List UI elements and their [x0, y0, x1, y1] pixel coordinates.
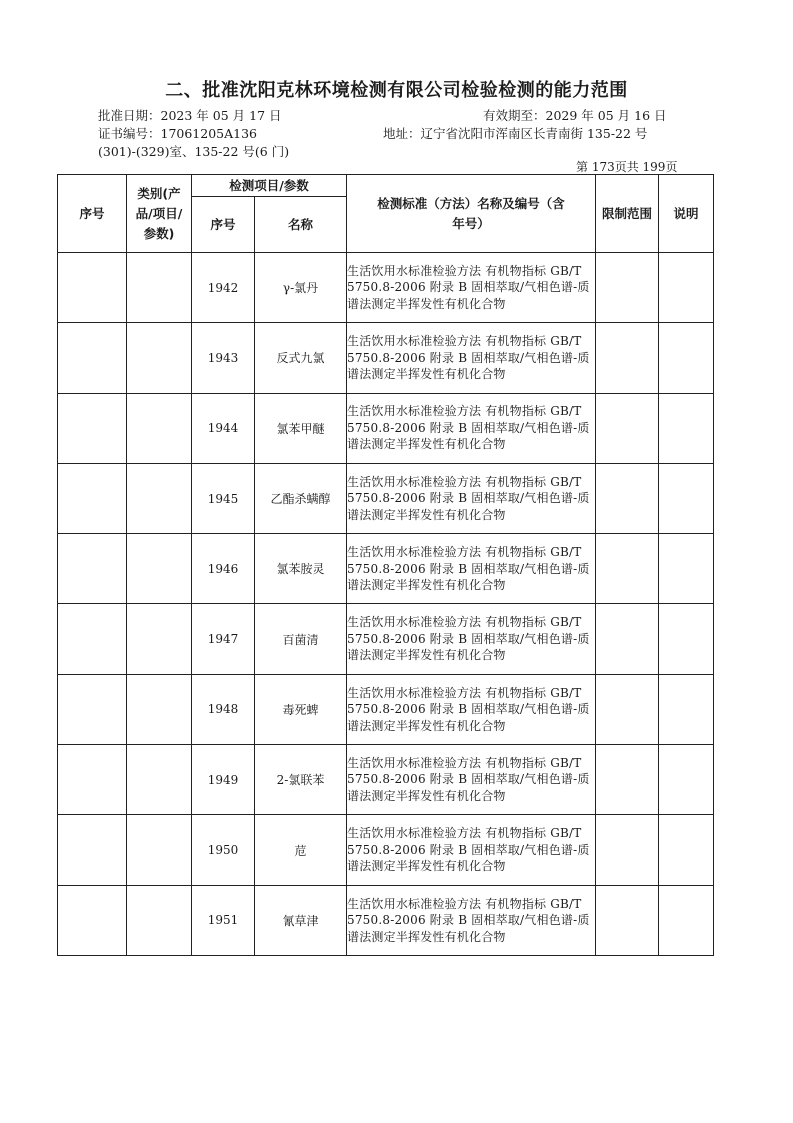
cell-seq	[58, 534, 127, 604]
cell-note	[659, 393, 714, 463]
cell-item-name: 苊	[255, 815, 347, 885]
address: 地址：辽宁省沈阳市浑南区长青南街 135-22 号	[383, 126, 648, 141]
cell-category	[127, 604, 192, 674]
header-seq: 序号	[58, 175, 127, 253]
header-limit: 限制范围	[596, 175, 659, 253]
cell-seq	[58, 463, 127, 533]
cell-limit	[596, 604, 659, 674]
cell-item-name: 乙酯杀螨醇	[255, 463, 347, 533]
cell-note	[659, 674, 714, 744]
cell-item-name: 毒死蜱	[255, 674, 347, 744]
cell-note	[659, 745, 714, 815]
header-item-seq: 序号	[192, 197, 255, 253]
cell-limit	[596, 674, 659, 744]
header-item-group: 检测项目/参数	[192, 175, 347, 197]
cell-limit	[596, 463, 659, 533]
cell-standard: 生活饮用水标准检验方法 有机物指标 GB/T 5750.8-2006 附录 B 固相萃取/气相色谱-质谱法测定半挥发性有机化合物	[347, 815, 596, 885]
cell-limit	[596, 534, 659, 604]
address-continued: (301)-(329)室、135-22 号(6 门)	[98, 144, 290, 159]
cell-category	[127, 393, 192, 463]
cell-item-number: 1946	[192, 534, 255, 604]
cell-note	[659, 253, 714, 323]
cell-seq	[58, 253, 127, 323]
cell-seq	[58, 885, 127, 955]
table-row	[58, 393, 714, 463]
cell-item-number: 1951	[192, 885, 255, 955]
table-row	[58, 253, 714, 323]
cell-item-number: 1944	[192, 393, 255, 463]
cell-standard: 生活饮用水标准检验方法 有机物指标 GB/T 5750.8-2006 附录 B 固相萃取/气相色谱-质谱法测定半挥发性有机化合物	[347, 393, 596, 463]
cell-standard: 生活饮用水标准检验方法 有机物指标 GB/T 5750.8-2006 附录 B 固相萃取/气相色谱-质谱法测定半挥发性有机化合物	[347, 604, 596, 674]
cell-standard: 生活饮用水标准检验方法 有机物指标 GB/T 5750.8-2006 附录 B 固相萃取/气相色谱-质谱法测定半挥发性有机化合物	[347, 463, 596, 533]
cell-standard: 生活饮用水标准检验方法 有机物指标 GB/T 5750.8-2006 附录 B 固相萃取/气相色谱-质谱法测定半挥发性有机化合物	[347, 323, 596, 393]
table-row	[58, 674, 714, 744]
table-row	[58, 815, 714, 885]
cell-item-number: 1950	[192, 815, 255, 885]
table-row	[58, 534, 714, 604]
cell-limit	[596, 253, 659, 323]
certificate-number: 证书编号：17061205A136	[98, 126, 258, 141]
cell-standard: 生活饮用水标准检验方法 有机物指标 GB/T 5750.8-2006 附录 B 固相萃取/气相色谱-质谱法测定半挥发性有机化合物	[347, 674, 596, 744]
cell-category	[127, 323, 192, 393]
cell-limit	[596, 393, 659, 463]
cell-category	[127, 815, 192, 885]
cell-limit	[596, 885, 659, 955]
cell-item-number: 1943	[192, 323, 255, 393]
cell-item-name: 反式九氯	[255, 323, 347, 393]
table-row	[58, 463, 714, 533]
cell-standard: 生活饮用水标准检验方法 有机物指标 GB/T 5750.8-2006 附录 B 固相萃取/气相色谱-质谱法测定半挥发性有机化合物	[347, 885, 596, 955]
page-title: 二、批准沈阳克林环境检测有限公司检验检测的能力范围	[165, 80, 628, 101]
cell-item-name: 氯苯甲醚	[255, 393, 347, 463]
capability-table	[57, 174, 714, 956]
cell-note	[659, 463, 714, 533]
cell-category	[127, 534, 192, 604]
cell-item-number: 1942	[192, 253, 255, 323]
cell-standard: 生活饮用水标准检验方法 有机物指标 GB/T 5750.8-2006 附录 B 固相萃取/气相色谱-质谱法测定半挥发性有机化合物	[347, 745, 596, 815]
cell-seq	[58, 815, 127, 885]
cell-category	[127, 674, 192, 744]
cell-standard: 生活饮用水标准检验方法 有机物指标 GB/T 5750.8-2006 附录 B 固相萃取/气相色谱-质谱法测定半挥发性有机化合物	[347, 253, 596, 323]
cell-standard: 生活饮用水标准检验方法 有机物指标 GB/T 5750.8-2006 附录 B 固相萃取/气相色谱-质谱法测定半挥发性有机化合物	[347, 534, 596, 604]
header-item-name: 名称	[255, 197, 347, 253]
cell-limit	[596, 323, 659, 393]
cell-note	[659, 885, 714, 955]
cell-item-number: 1949	[192, 745, 255, 815]
cell-seq	[58, 604, 127, 674]
cell-category	[127, 463, 192, 533]
table-row	[58, 323, 714, 393]
cell-note	[659, 815, 714, 885]
valid-until: 有效期至：2029 年 05 月 16 日	[483, 108, 667, 123]
page-info: 第 173页共 199页	[576, 160, 678, 174]
header-note: 说明	[659, 175, 714, 253]
cell-note	[659, 604, 714, 674]
cell-limit	[596, 815, 659, 885]
table-row	[58, 745, 714, 815]
cell-item-name: 2-氯联苯	[255, 745, 347, 815]
cell-note	[659, 534, 714, 604]
cell-item-name: 氯苯胺灵	[255, 534, 347, 604]
cell-seq	[58, 393, 127, 463]
cell-item-number: 1948	[192, 674, 255, 744]
approval-date: 批准日期：2023 年 05 月 17 日	[98, 108, 282, 123]
header-category: 类别(产品/项目/参数)	[127, 175, 192, 253]
cell-seq	[58, 745, 127, 815]
cell-category	[127, 745, 192, 815]
cell-item-name: 氰草津	[255, 885, 347, 955]
header-standard: 检测标准（方法）名称及编号（含年号）	[347, 175, 596, 253]
cell-limit	[596, 745, 659, 815]
cell-note	[659, 323, 714, 393]
table-row	[58, 604, 714, 674]
cell-seq	[58, 674, 127, 744]
cell-item-name: γ-氯丹	[255, 253, 347, 323]
cell-item-name: 百菌清	[255, 604, 347, 674]
cell-item-number: 1945	[192, 463, 255, 533]
table-row	[58, 885, 714, 955]
cell-item-number: 1947	[192, 604, 255, 674]
cell-category	[127, 253, 192, 323]
cell-seq	[58, 323, 127, 393]
cell-category	[127, 885, 192, 955]
